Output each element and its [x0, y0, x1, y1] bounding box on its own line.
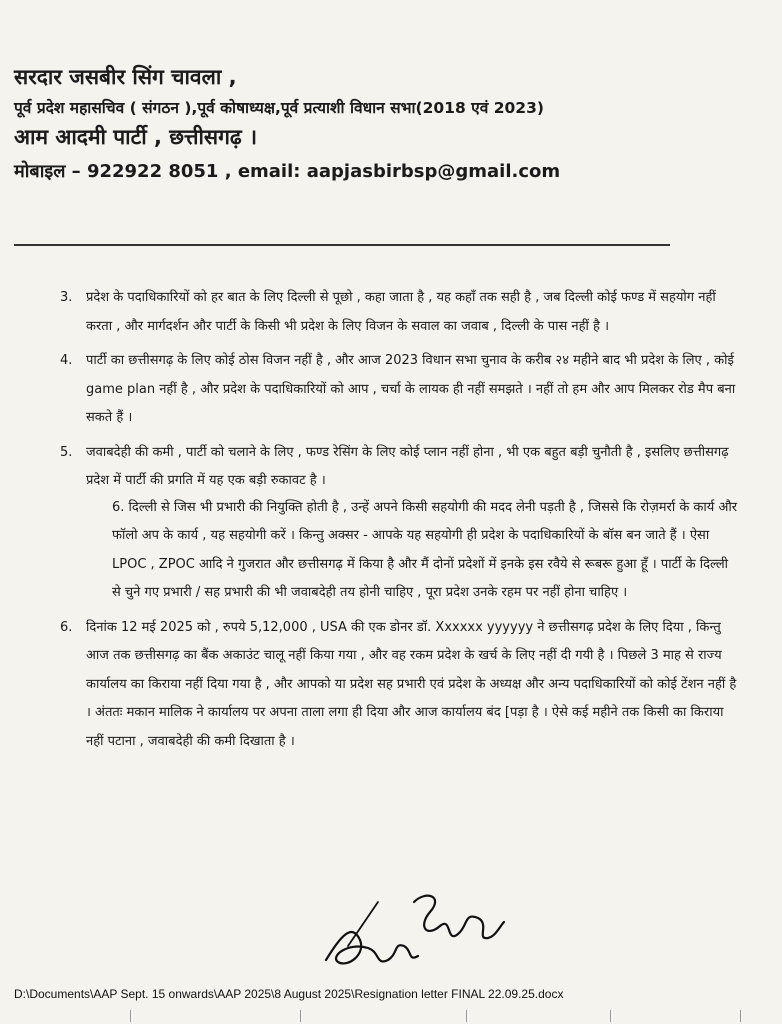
- contact-line: मोबाइल – 922922 8051 , email: aapjasbirbsp@gmail.com: [14, 161, 561, 182]
- page-edge-marks: [0, 1008, 782, 1024]
- file-path-footer: D:\Documents\AAP Sept. 15 onwards\AAP 2025\8 August 2025\Resignation letter FINAL 22.09.25.docx: [14, 987, 564, 1001]
- point-number: 5.: [60, 444, 73, 460]
- sender-name: सरदार जसबीर सिंग चावला ,: [14, 65, 237, 89]
- point-3: [60, 284, 740, 341]
- point-5: [60, 439, 740, 608]
- sender-posts: पूर्व प्रदेश महासचिव ( संगठन ),पूर्व कोषाध्यक्ष,पूर्व प्रत्याशी विधान सभा(2018 एवं 2023): [14, 99, 544, 117]
- point-4: [60, 347, 740, 433]
- point-number: 6.: [60, 619, 73, 635]
- point-6: [60, 614, 740, 757]
- point-text: जवाबदेही की कमी , पार्टी को चलाने के लिए , फण्ड रेसिंग के लिए कोई प्लान नहीं होना , भी एक बहुत बड़ी चुनौती है , इसलिए छत्तीसगढ़ प्रदेश में पार्टी की प्रगति में यह एक बड़ी रुकावट है ।: [86, 444, 729, 488]
- party-name: आम आदमी पार्टी , छत्तीसगढ़ ।: [14, 125, 258, 149]
- point-number: 4.: [60, 353, 73, 368]
- handwritten-signature: [318, 882, 508, 980]
- point-text: दिनांक 12 मई 2025 को , रुपये 5,12,000 , USA की एक डोनर डॉ. Xxxxxx yyyyyy ने छत्तीसगढ़ प्रदेश के लिए दिया , किन्तु आज तक छत्तीसगढ़ का बैंक अकाउंट चालू नहीं किया गया , और वह रकम प्रदेश के खर्च के लिए नहीं दी गयी है । पिछले 3 माह से राज्य कार्यालय का किराया नहीं दिया गया है , और आपको या प्रदेश सह प्रभारी एवं प्रदेश के अध्यक्ष और अन्य पदाधिकारियों को कोई टेंशन नहीं है । अंततः मकान मालिक ने कार्यालय पर अपना ताला लगा ही दिया और आज कार्यालय बंद [पड़ा है । ऐसे कई महीने तक किसी का किराया नहीं पटाना , जवाबदेही की कमी दिखाता है ।: [86, 619, 737, 749]
- point-number: 3.: [60, 290, 73, 305]
- point-text: पार्टी का छत्तीसगढ़ के लिए कोई ठोस विजन नहीं है , और आज 2023 विधान सभा चुनाव के करीब २४ महीने बाद भी प्रदेश के लिए , कोई game plan नहीं है , और प्रदेश के पदाधिकारियों को आप , चर्चा के लायक ही नहीं समझते । नहीं तो हम और आप मिलकर रोड मैप बना सकते हैं ।: [86, 353, 736, 425]
- header-divider: [14, 244, 670, 246]
- point-5-subpoint: 6. दिल्ली से जिस भी प्रभारी की नियुक्ति होती है , उन्हें अपने किसी सहयोगी की मदद लेनी पड़ती है , जिससे कि रोज़मर्रा के कार्य और फॉलो अप के कार्य , यह सहयोगी करें । किन्तु अक्सर - आपके यह सहयोगी ही प्रदेश के पदाधिकारियों के बॉस बन जाते हैं । ऐसा LPOC , ZPOC आदि ने गुजरात और छत्तीसगढ़ में किया है और मैं दोनों प्रदेशों में इनके इस रवैये से रूबरू हुआ हूँ । पार्टी के दिल्ली से चुने गए प्रभारी / सह प्रभारी की भी जवाबदेही तय होनी चाहिए , पूरा प्रदेश उनके रहम पर नहीं होना चाहिए ।: [112, 499, 738, 600]
- point-text: प्रदेश के पदाधिकारियों को हर बात के लिए दिल्ली से पूछो , कहा जाता है , यह कहाँ तक सही है , जब दिल्ली कोई फण्ड में सहयोग नहीं करता , और मार्गदर्शन और पार्टी के किसी भी प्रदेश के लिए विजन के सवाल का जवाब , दिल्ली के पास नहीं है ।: [86, 290, 716, 334]
- letter-body: [60, 284, 740, 762]
- letterhead: [14, 62, 762, 186]
